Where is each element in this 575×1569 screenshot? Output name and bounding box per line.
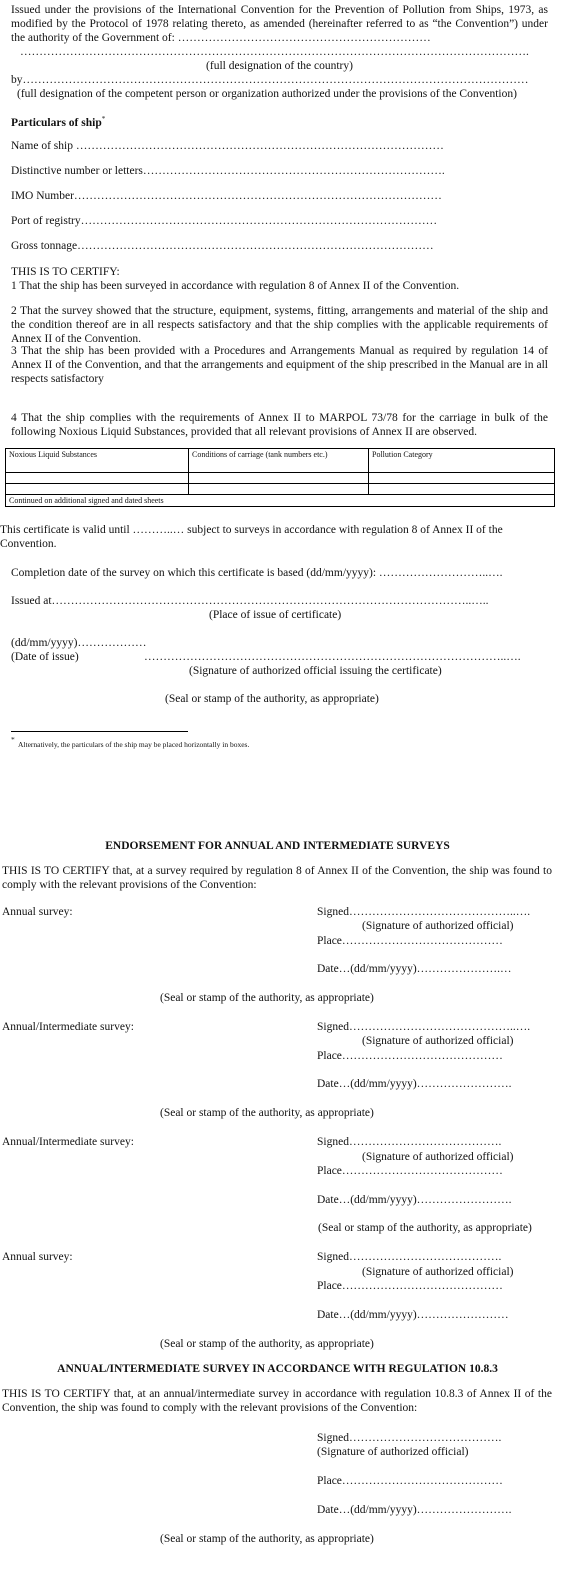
completion-date-field: Completion date of the survey on which this certificate is based (dd/mm/yyyy): ………………………..….	[11, 567, 503, 579]
regulation-heading: ANNUAL/INTERMEDIATE SURVEY IN ACCORDANCE WITH REGULATION 10.8.3	[57, 1363, 498, 1375]
port-of-registry-field: Port of registry…………………………………………………………………………………	[11, 215, 438, 227]
issue-date-field: (dd/mm/yyyy)………………	[11, 637, 147, 649]
seal-caption: (Seal or stamp of the authority, as appropriate)	[160, 1107, 374, 1119]
endorsement-heading: ENDORSEMENT FOR ANNUAL AND INTERMEDIATE SURVEYS	[105, 840, 450, 852]
table-cell	[6, 473, 189, 484]
signed-field: Signed………………………………….	[317, 1136, 502, 1148]
person-caption: (full designation of the competent person or organization authorized under the provisions of the Convention)	[17, 88, 517, 100]
seal-caption: (Seal or stamp of the authority, as appropriate)	[160, 1338, 374, 1350]
signature-caption: (Signature of authorized official)	[362, 1035, 514, 1047]
signature-caption: (Signature of authorized official issuing the certificate)	[189, 665, 442, 677]
name-of-ship-field: Name of ship ……………………………………………………………………………………	[11, 140, 444, 152]
seal-caption: (Seal or stamp of the authority, as appropriate)	[318, 1222, 532, 1234]
place-field: Place……………………………………	[317, 1165, 503, 1177]
signature-dots: …………………………………………………………………………………..….	[144, 651, 521, 663]
issue-date-caption: (Date of issue)	[11, 651, 79, 663]
table-cell	[369, 473, 555, 484]
place-field: Place……………………………………	[317, 935, 503, 947]
survey-label: Annual survey:	[2, 906, 73, 918]
table-cell	[189, 473, 369, 484]
table-header-conditions: Conditions of carriage (tank numbers etc.)	[189, 449, 369, 473]
certify-para-1: 1 That the ship has been surveyed in accordance with regulation 8 of Annex II of the Convention.	[11, 280, 460, 292]
place-field: Place……………………………………	[317, 1280, 503, 1292]
signature-caption: (Signature of authorized official)	[362, 920, 514, 932]
footnote-text: Alternatively, the particulars of the ship may be placed horizontally in boxes.	[18, 740, 250, 749]
regulation-certify: THIS IS TO CERTIFY that, at an annual/intermediate survey in accordance with regulation 10.8.3 of Annex II of the Convention, the ship was found to comply with the relevant provisions of the Convention:	[2, 1388, 552, 1414]
country-caption: (full designation of the country)	[206, 60, 353, 72]
by-line: by……………………………………………………………………………………………………………………	[11, 74, 529, 86]
table-cell	[189, 484, 369, 495]
date-field: Date…(dd/mm/yyyy)…………………….	[317, 1504, 512, 1516]
signed-field: Signed………………………………….	[317, 1432, 502, 1444]
validity-text: This certificate is valid until ………..… subject to surveys in accordance with regulation 8 of Annex II of the Convention.	[0, 524, 503, 550]
signature-caption: (Signature of authorized official)	[362, 1151, 514, 1163]
particulars-heading: Particulars of ship*	[11, 115, 106, 129]
imo-number-field: IMO Number……………………………………………………………………………………	[11, 190, 442, 202]
certify-para-2: 2 That the survey showed that the structure, equipment, systems, fitting, arrangements and material of the ship and the condition thereof are in all respects satisfactory and that the ship complies with the applicable requirements of Annex II of the Convention.	[11, 305, 548, 345]
survey-label: Annual survey:	[2, 1251, 73, 1263]
signed-field: Signed……………………………………..….	[317, 906, 531, 918]
place-field: Place……………………………………	[317, 1475, 503, 1487]
date-field: Date…(dd/mm/yyyy)…………………….	[317, 1194, 512, 1206]
substances-table	[5, 448, 555, 507]
place-field: Place……………………………………	[317, 1050, 503, 1062]
signed-field: Signed……………………………………..….	[317, 1021, 531, 1033]
signature-caption: (Signature of authorized official)	[362, 1266, 514, 1278]
table-header-category: Pollution Category	[369, 449, 555, 473]
table-footer: Continued on additional signed and dated sheets	[6, 495, 555, 507]
certify-para-4: 4 That the ship complies with the requirements of Annex II to MARPOL 73/78 for the carriage in bulk of the following Noxious Liquid Substances, provided that all relevant provisions of Annex II are observed.	[11, 412, 548, 438]
date-field: Date…(dd/mm/yyyy)………………….…	[317, 963, 512, 975]
place-caption: (Place of issue of certificate)	[209, 609, 342, 621]
intro-dots: …………………………………………………………………………………………………………………….	[20, 46, 529, 58]
footnote-mark: *	[11, 735, 15, 744]
intro-text: Issued under the provisions of the International Convention for the Prevention of Pollution from Ships, 1973, as modified by the Protocol of 1978 relating thereto, as amended (hereinafter referred to as “the Convention”) under the authority of the Government of: …………………………………………………………	[11, 4, 548, 44]
table-header-substances: Noxious Liquid Substances	[6, 449, 189, 473]
table-cell	[6, 484, 189, 495]
table-cell	[369, 484, 555, 495]
survey-label: Annual/Intermediate survey:	[2, 1021, 134, 1033]
seal-caption: (Seal or stamp of the authority, as appropriate)	[160, 992, 374, 1004]
certify-para-3: 3 That the ship has been provided with a Procedures and Arrangements Manual as required by regulation 14 of Annex II of the Convention, and that the arrangements and equipment of the ship prescribed in the Manual are in all respects satisfactory	[11, 345, 548, 385]
footnote-divider	[11, 731, 188, 732]
signature-caption: (Signature of authorized official)	[317, 1446, 469, 1458]
signed-field: Signed………………………………….	[317, 1251, 502, 1263]
seal-caption: (Seal or stamp of the authority, as appropriate)	[165, 693, 379, 705]
gross-tonnage-field: Gross tonnage…………………………………………………………………………………	[11, 240, 434, 252]
endorsement-certify: THIS IS TO CERTIFY that, at a survey required by regulation 8 of Annex II of the Convention, the ship was found to comply with the relevant provisions of the Convention:	[2, 865, 552, 891]
certify-heading: THIS IS TO CERTIFY:	[11, 266, 120, 278]
distinctive-number-field: Distinctive number or letters…………………………………………………………………….	[11, 165, 445, 177]
date-field: Date…(dd/mm/yyyy)…………………….	[317, 1078, 512, 1090]
issued-at-field: Issued at………………………………………………………………………………………………..…..	[11, 595, 489, 607]
seal-caption: (Seal or stamp of the authority, as appropriate)	[160, 1533, 374, 1545]
date-field: Date…(dd/mm/yyyy)……………………	[317, 1309, 509, 1321]
survey-label: Annual/Intermediate survey:	[2, 1136, 134, 1148]
